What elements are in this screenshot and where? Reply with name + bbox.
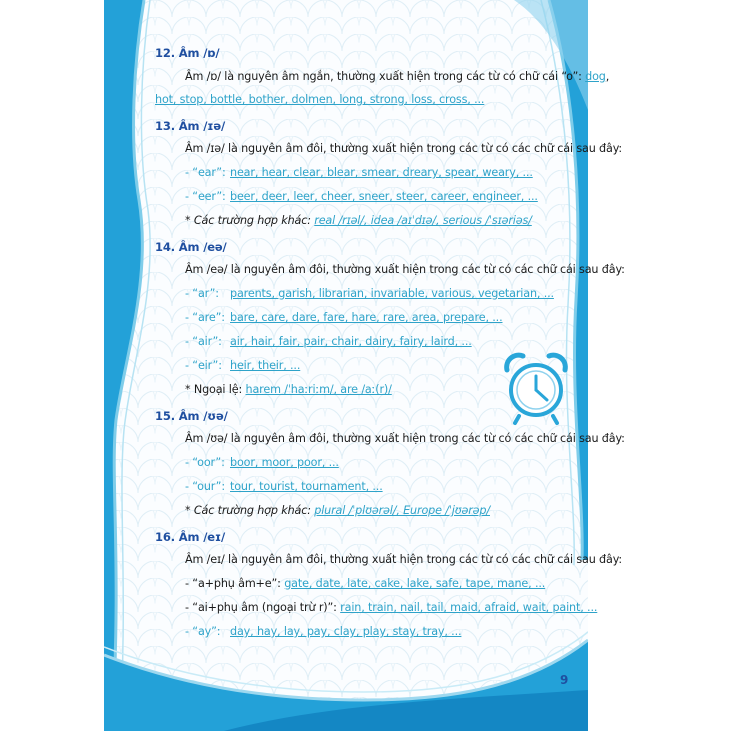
- section-16-row-ai-consonant: - “ai+phụ âm (ngoại trừ r)”: rain, train, nail, tail, maid, afraid, wait, paint, ...: [185, 601, 598, 614]
- section-12-words: hot, stop, bottle, bother, dolmen, long, strong, loss, cross, ...: [155, 93, 485, 106]
- section-14-row-are: - “are”: bare, care, dare, fare, hare, rare, area, prepare, ...: [185, 311, 503, 324]
- section-14-row-eir: - “eir”: heir, their, ...: [185, 359, 301, 372]
- section-14-intro: Âm /eə/ là nguyên âm đôi, thường xuất hiện trong các từ có các chữ cái sau đây:: [185, 263, 625, 276]
- section-14-note: * Ngoại lệ: harem /ˈhaːriːm/, are /aː(r)/: [185, 383, 392, 396]
- section-16-row-ay: - “ay”: day, hay, lay, pay, clay, play, stay, tray, ...: [185, 625, 462, 638]
- section-15-intro: Âm /ʊə/ là nguyên âm đôi, thường xuất hiện trong các từ có các chữ cái sau đây:: [185, 432, 625, 445]
- section-13-intro: Âm /ɪə/ là nguyên âm đôi, thường xuất hiện trong các từ có các chữ cái sau đây:: [185, 142, 622, 155]
- section-16-intro: Âm /eɪ/ là nguyên âm đôi, thường xuất hiện trong các từ có các chữ cái sau đây:: [185, 553, 622, 566]
- section-13-title: 13. Âm /ɪə/: [155, 119, 226, 133]
- section-16-row-a-consonant-e: - “a+phụ âm+e”: gate, date, late, cake, lake, safe, tape, mane, ...: [185, 577, 546, 590]
- section-15-note: * Các trường hợp khác: plural /ˈplʊərəl/, Europe /ˈjʊərəp/: [185, 504, 490, 517]
- section-15-row-our: - “our”: tour, tourist, tournament, ...: [185, 480, 383, 493]
- word-link: dog: [585, 70, 606, 83]
- section-12-title: 12. Âm /ɒ/: [155, 46, 220, 60]
- section-13-row-ear: - “ear”: near, hear, clear, blear, smear, dreary, spear, weary, ...: [185, 166, 533, 179]
- page-number: 9: [560, 673, 569, 687]
- page-content: [155, 0, 625, 731]
- section-13-row-eer: - “eer”: beer, deer, leer, cheer, sneer, steer, career, engineer, ...: [185, 190, 538, 203]
- section-14-row-air: - “air”: air, hair, fair, pair, chair, dairy, fairy, laird, ...: [185, 335, 472, 348]
- section-13-note: * Các trường hợp khác: real /rɪəl/, idea /aɪˈdɪə/, serious /ˈsɪəriəs/: [185, 214, 532, 227]
- section-16-title: 16. Âm /eɪ/: [155, 530, 226, 544]
- section-15-row-oor: - “oor”: boor, moor, poor, ...: [185, 456, 339, 469]
- section-15-title: 15. Âm /ʊə/: [155, 409, 228, 423]
- section-12-intro: Âm /ɒ/ là nguyên âm ngắn, thường xuất hiện trong các từ có chữ cái “o”: dog,: [185, 70, 610, 83]
- section-14-row-ar: - “ar”: parents, garish, librarian, invariable, various, vegetarian, ...: [185, 287, 554, 300]
- section-14-title: 14. Âm /eə/: [155, 240, 227, 254]
